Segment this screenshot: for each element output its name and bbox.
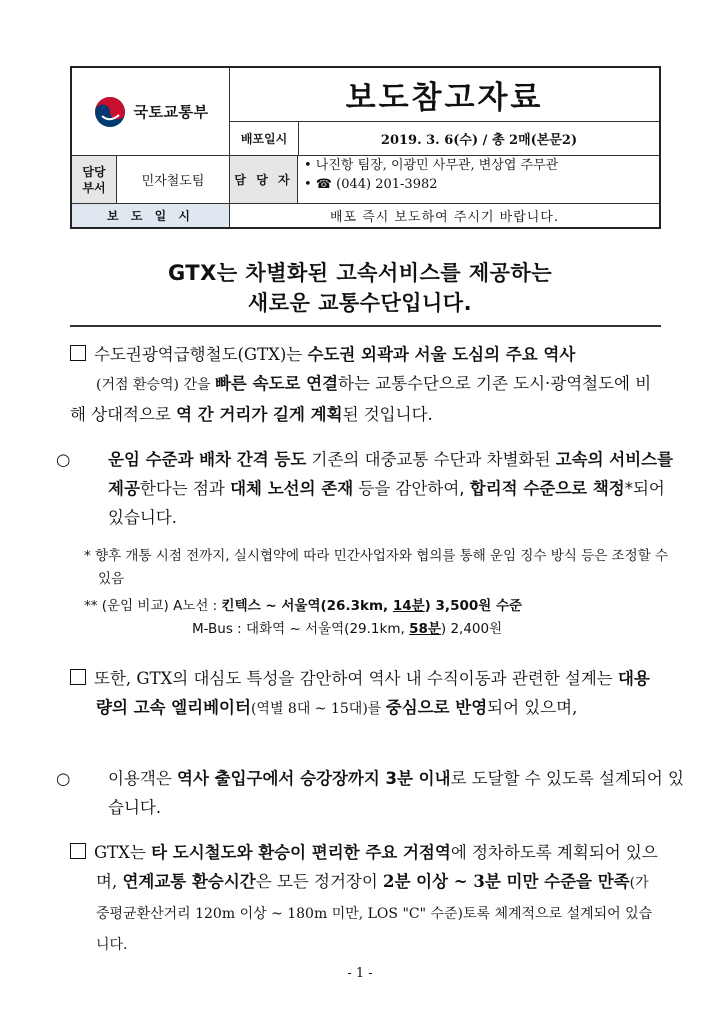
p3-text-g: (가중평균환산거리 120m 이상 ~ 180m 미만, LOS "C" 수준)토록 체계적으로 설계되어 있습니다. [96,875,653,953]
b1-bold-c: 고속의 서비스를 제공 [108,450,674,498]
taegeuk-logo-icon [93,95,127,129]
bullet-1 [56,445,686,532]
p3-text-c: 에 정차하도록 계획되어 있으며, [96,843,658,891]
b1-text-d: 한다는 점과 [139,479,231,498]
p1-text-a: 수도권광역급행철도(GTX)는 [94,345,308,364]
paragraph-1 [70,340,660,429]
release-value: 배포 즉시 보도하여 주시기 바랍니다. [329,210,560,225]
date-label: 배포일시 [230,122,299,155]
fare-a-route: 킨텍스 ~ 서울역(26.3km, [221,598,393,614]
checkbox-square-icon [70,669,86,685]
headline-divider [70,325,661,327]
b1-bold-g: 합리적 수준으로 책정 [469,479,625,498]
page-number: - 1 - [347,966,373,981]
bullet-2 [56,764,686,822]
p1-bold-f: 역 간 거리가 길게 계획 [176,405,343,424]
ministry-name: 국토교통부 [133,103,209,121]
p2-text-a: 또한, GTX의 대심도 특성을 감안하여 역사 내 수직이동과 관련한 설계는 [94,669,618,688]
fare-b-price: ) 2,400원 [440,621,503,637]
manager-value [298,156,659,203]
fare-compare-prefix: ** (운임 비교) A노선 : [84,598,222,614]
p3-bold-f: 2분 이상 ~ 3분 미만 수준을 만족 [383,872,630,891]
checkbox-square-icon [70,345,86,361]
fare-b-label: M-Bus : [192,621,247,637]
date-value: 2019. 3. 6(수) / 총 2매(본문2) [380,133,578,148]
bullet-circle-icon: ○ [56,450,71,469]
document-type-title: 보도참고자료 [230,68,659,122]
dept-value: 민자철도팀 [117,156,230,203]
p1-bold-d: 빠른 속도로 연결 [214,374,339,393]
b2-text-a: 이용객은 [108,769,178,788]
paragraph-2 [70,664,660,724]
fare-a-time: 14분 [392,598,425,614]
p2-text-c: (역별 8대 ~ 15대)를 [250,701,386,717]
footnote-2 [84,595,660,641]
p3-bold-d: 연계교통 환승시간 [122,872,256,891]
b2-bold-b: 역사 출입구에서 승강장까지 3분 이내 [177,769,451,788]
b1-text-f: 등을 감안하여, [353,479,470,498]
p3-bold-b: 타 도시철도와 환승이 편리한 주요 거점역 [151,843,451,862]
footnote-1: * 향후 개통 시점 전까지, 실시협약에 따라 민간사업자와 협의를 통해 운임 징수 방식 등은 조정할 수 있음 [84,548,669,587]
ministry-logo [72,68,230,155]
b1-bold-a: 운임 수준과 배차 간격 등도 [108,450,307,469]
p2-bold-d: 중심으로 반영 [385,698,488,717]
manager-phone: • ☎ (044) 201-3982 [304,177,438,192]
b1-text-h: *되어 있습니다. [108,479,665,527]
fare-b-time: 58분 [409,621,441,637]
p1-text-c: (거점 환승역) 간을 [96,377,215,393]
p1-bold-b: 수도권 외곽과 서울 도심의 주요 역사 [307,345,576,364]
headline-line2: 새로운 교통수단입니다. [247,291,473,315]
fare-a-price: ) 3,500원 수준 [424,598,523,614]
dept-label-line1: 담당 [82,164,106,179]
bullet-circle-icon: ○ [56,769,71,788]
p2-text-e: 되어 있으며, [487,698,578,717]
press-header-table [70,66,661,229]
b1-text-b: 기존의 대중교통 수단과 차별화된 [306,450,556,469]
paragraph-3 [70,838,660,960]
p2-bold-b: 대용량의 고속 엘리베이터 [96,669,650,717]
b1-bold-e: 대체 노선의 존재 [230,479,354,498]
checkbox-square-icon [70,843,86,859]
p1-text-e: 하는 교통수단으로 기존 도시·광역철도에 비해 상대적으로 [70,374,652,424]
b2-text-c: 로 도달할 수 있도록 설계되어 있습니다. [108,769,684,817]
dept-label [72,156,117,203]
p1-text-g: 된 것입니다. [342,405,433,424]
fare-b-route: 대화역 ~ 서울역(29.1km, [246,621,410,637]
manager-label: 담 당 자 [230,156,298,203]
p3-text-e: 은 모든 정거장이 [255,872,384,891]
manager-names: • 나진항 팀장, 이광민 사무관, 변상엽 주무관 [304,158,559,173]
headline [0,258,720,318]
headline-line1: GTX는 차별화된 고속서비스를 제공하는 [167,261,553,285]
dept-label-line2: 부서 [82,180,106,195]
p3-text-a: GTX는 [94,843,152,862]
release-label: 보 도 일 시 [72,204,230,227]
